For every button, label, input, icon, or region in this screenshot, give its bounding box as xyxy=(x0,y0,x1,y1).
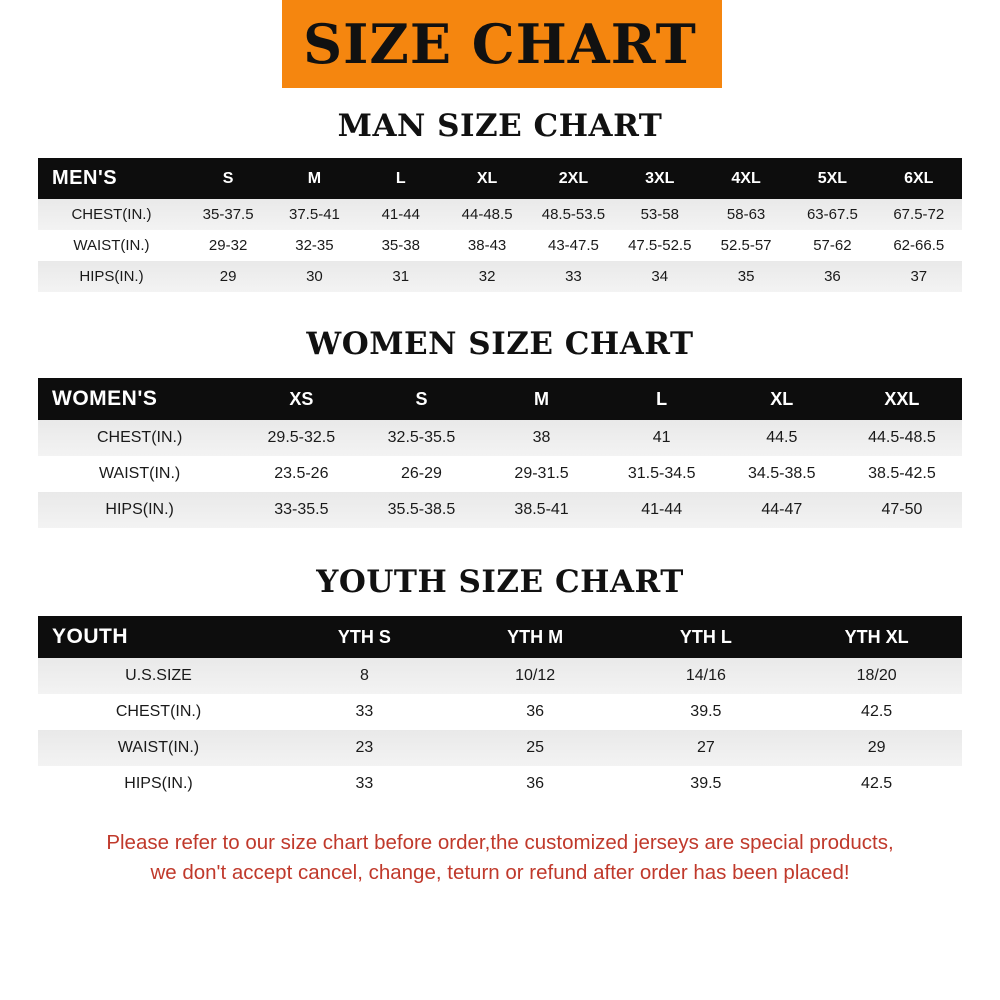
youth-header-cell: YTH S xyxy=(337,626,391,647)
table-cell: 26-29 xyxy=(361,456,481,492)
row-label: CHEST(IN.) xyxy=(38,694,279,730)
table-cell: 52.5-57 xyxy=(703,230,789,261)
table-cell: 25 xyxy=(450,730,621,766)
table-cell: 27 xyxy=(621,730,792,766)
table-cell: 31 xyxy=(358,261,444,292)
table-cell: 23.5-26 xyxy=(241,456,361,492)
table-row xyxy=(38,456,962,492)
row-label: U.S.SIZE xyxy=(38,658,279,694)
table-cell: 36 xyxy=(450,766,621,802)
table-cell: 42.5 xyxy=(791,766,962,802)
table-cell: 57-62 xyxy=(789,230,875,261)
table-cell: 33 xyxy=(279,694,450,730)
man-header-cell: 6XL xyxy=(904,169,934,187)
man-header-cell: L xyxy=(395,169,406,187)
row-label: WAIST(IN.) xyxy=(38,730,279,766)
table-row xyxy=(38,261,962,292)
table-cell: 32-35 xyxy=(271,230,357,261)
women-table-wrap xyxy=(38,378,962,528)
women-section-title: WOMEN SIZE CHART xyxy=(306,326,694,362)
table-cell: 38.5-42.5 xyxy=(842,456,962,492)
man-header-row xyxy=(38,158,962,199)
table-cell: 34 xyxy=(617,261,703,292)
women-header-cell: L xyxy=(656,388,668,409)
women-size-table xyxy=(38,378,962,528)
youth-header-cell: YTH XL xyxy=(844,626,909,647)
header-banner xyxy=(0,0,1000,88)
table-cell: 44-47 xyxy=(722,492,842,528)
row-label: HIPS(IN.) xyxy=(38,492,241,528)
table-cell: 39.5 xyxy=(621,766,792,802)
table-cell: 35.5-38.5 xyxy=(361,492,481,528)
table-cell: 47-50 xyxy=(842,492,962,528)
women-header-cell: WOMEN'S xyxy=(52,387,158,410)
table-cell: 41-44 xyxy=(358,199,444,230)
page-title: SIZE CHART xyxy=(303,12,697,76)
table-row xyxy=(38,420,962,456)
table-cell: 67.5-72 xyxy=(876,199,962,230)
table-cell: 33 xyxy=(530,261,616,292)
table-row xyxy=(38,694,962,730)
man-header-cell: M xyxy=(307,169,322,187)
table-cell: 35-37.5 xyxy=(185,199,271,230)
man-header-cell: S xyxy=(222,169,234,187)
table-cell: 35 xyxy=(703,261,789,292)
table-cell: 18/20 xyxy=(791,658,962,694)
table-cell: 58-63 xyxy=(703,199,789,230)
table-cell: 53-58 xyxy=(617,199,703,230)
table-cell: 34.5-38.5 xyxy=(722,456,842,492)
table-cell: 48.5-53.5 xyxy=(530,199,616,230)
table-row xyxy=(38,199,962,230)
man-table-wrap xyxy=(38,158,962,292)
table-cell: 38 xyxy=(482,420,602,456)
table-cell: 29 xyxy=(185,261,271,292)
women-header-cell: XS xyxy=(289,388,314,409)
women-header-cell: S xyxy=(415,388,428,409)
table-cell: 32 xyxy=(444,261,530,292)
table-cell: 29-31.5 xyxy=(482,456,602,492)
row-label: WAIST(IN.) xyxy=(38,230,185,261)
table-cell: 44.5-48.5 xyxy=(842,420,962,456)
table-row xyxy=(38,730,962,766)
man-header-cell: 4XL xyxy=(731,169,761,187)
table-cell: 41 xyxy=(602,420,722,456)
table-cell: 36 xyxy=(450,694,621,730)
table-cell: 43-47.5 xyxy=(530,230,616,261)
table-cell: 32.5-35.5 xyxy=(361,420,481,456)
youth-table-wrap xyxy=(38,616,962,802)
table-row xyxy=(38,766,962,802)
man-section-title: MAN SIZE CHART xyxy=(337,108,663,144)
man-header-cell: 2XL xyxy=(558,169,589,187)
man-header-cell: MEN'S xyxy=(52,167,118,189)
footer-note-line-1: Please refer to our size chart before order,the customized jerseys are special products, xyxy=(106,831,894,854)
footer-note xyxy=(16,828,984,887)
table-cell: 39.5 xyxy=(621,694,792,730)
table-cell: 29.5-32.5 xyxy=(241,420,361,456)
youth-header-cell: YTH L xyxy=(679,626,732,647)
row-label: WAIST(IN.) xyxy=(38,456,241,492)
man-header-cell: XL xyxy=(476,169,498,187)
table-cell: 38.5-41 xyxy=(482,492,602,528)
table-cell: 23 xyxy=(279,730,450,766)
man-size-table xyxy=(38,158,962,292)
table-cell: 62-66.5 xyxy=(876,230,962,261)
footer-note-line-2: we don't accept cancel, change, teturn or refund after order has been placed! xyxy=(150,860,850,884)
table-cell: 29-32 xyxy=(185,230,271,261)
row-label: CHEST(IN.) xyxy=(38,199,185,230)
women-header-row xyxy=(38,378,962,420)
table-cell: 35-38 xyxy=(358,230,444,261)
table-cell: 37 xyxy=(876,261,962,292)
youth-size-table xyxy=(38,616,962,802)
table-cell: 31.5-34.5 xyxy=(602,456,722,492)
table-cell: 29 xyxy=(791,730,962,766)
row-label: HIPS(IN.) xyxy=(38,766,279,802)
youth-section-title: YOUTH SIZE CHART xyxy=(316,564,684,600)
table-row xyxy=(38,230,962,261)
man-header-cell: 3XL xyxy=(645,169,675,187)
table-cell: 33-35.5 xyxy=(241,492,361,528)
youth-header-cell: YTH M xyxy=(507,626,564,647)
row-label: HIPS(IN.) xyxy=(38,261,185,292)
women-header-cell: XL xyxy=(770,388,794,409)
table-cell: 36 xyxy=(789,261,875,292)
women-header-cell: XXL xyxy=(884,388,920,409)
table-cell: 33 xyxy=(279,766,450,802)
table-cell: 44-48.5 xyxy=(444,199,530,230)
row-label: CHEST(IN.) xyxy=(38,420,241,456)
table-cell: 8 xyxy=(279,658,450,694)
table-row xyxy=(38,492,962,528)
table-cell: 44.5 xyxy=(722,420,842,456)
table-cell: 10/12 xyxy=(450,658,621,694)
table-cell: 14/16 xyxy=(621,658,792,694)
man-header-cell: 5XL xyxy=(817,169,848,187)
table-cell: 38-43 xyxy=(444,230,530,261)
youth-header-cell: YOUTH xyxy=(52,625,128,648)
table-cell: 63-67.5 xyxy=(789,199,875,230)
table-cell: 37.5-41 xyxy=(271,199,357,230)
youth-header-row xyxy=(38,616,962,658)
table-cell: 30 xyxy=(271,261,357,292)
women-header-cell: M xyxy=(534,388,550,409)
table-cell: 47.5-52.5 xyxy=(617,230,703,261)
table-cell: 42.5 xyxy=(791,694,962,730)
table-row xyxy=(38,658,962,694)
table-cell: 41-44 xyxy=(602,492,722,528)
